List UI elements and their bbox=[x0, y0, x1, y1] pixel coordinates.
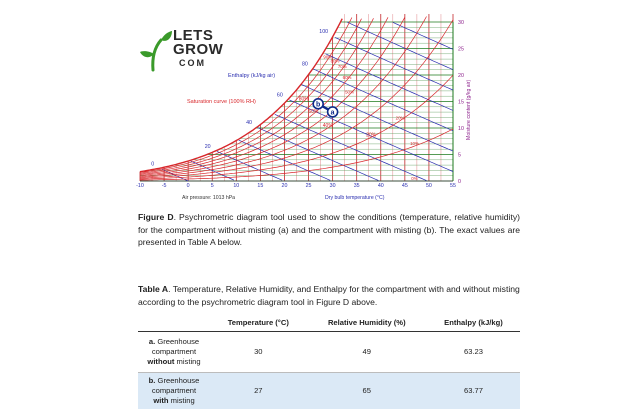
x-tick-label: 50 bbox=[425, 183, 432, 189]
x-tick-label: 45 bbox=[401, 183, 408, 189]
rh-small-tick-label: 0% bbox=[411, 176, 418, 181]
row-prefix: b. bbox=[148, 376, 156, 385]
figure-caption bbox=[138, 211, 520, 249]
y-tick-label: 5 bbox=[458, 152, 461, 159]
x-tick-label: 20 bbox=[281, 183, 288, 189]
x-tick-label: -5 bbox=[161, 183, 167, 189]
logo-text-lets: LETS bbox=[173, 27, 214, 44]
x-tick-label: 55 bbox=[450, 183, 456, 189]
x-tick-label: 25 bbox=[305, 183, 312, 189]
rh-small-tick-label: 90% bbox=[323, 54, 333, 60]
enthalpy-tick-label: 80 bbox=[301, 61, 308, 68]
table-header-blank bbox=[138, 313, 210, 332]
row-line3-rest: misting bbox=[176, 357, 201, 366]
rh-small-tick-label: 20% bbox=[395, 115, 405, 121]
cell-enthalpy: 63.77 bbox=[427, 373, 520, 410]
row-label-a bbox=[138, 332, 210, 373]
row-prefix: a. bbox=[148, 337, 156, 346]
enthalpy-line bbox=[335, 37, 453, 90]
sprout-logo-icon bbox=[139, 28, 173, 72]
x-tick-label: 40 bbox=[377, 183, 384, 189]
row-line3-bold: without bbox=[147, 357, 175, 366]
rh-small-tick-label: 70% bbox=[337, 64, 347, 70]
logo-text-com: COM bbox=[179, 58, 206, 68]
moisture-axis-label: Moisture content (g/kg air) bbox=[466, 79, 472, 140]
rh-small-tick-label: 80% bbox=[330, 58, 340, 64]
marker-b-label: b bbox=[316, 101, 321, 109]
rh-small-tick-label: 10% bbox=[410, 141, 419, 147]
x-tick-label: -10 bbox=[136, 183, 144, 189]
y-tick-label: 0 bbox=[458, 179, 461, 185]
rh-tick-label: 60% bbox=[308, 109, 319, 116]
rh-tick-label: 80% bbox=[298, 96, 309, 103]
row-line2: compartment bbox=[151, 386, 197, 395]
x-tick-label: 15 bbox=[257, 183, 264, 189]
cell-temperature: 27 bbox=[210, 373, 307, 410]
marker-a-label: a bbox=[330, 109, 335, 117]
cell-rh: 65 bbox=[307, 373, 427, 410]
table-caption bbox=[138, 283, 520, 308]
enthalpy-tick-label: 20 bbox=[204, 143, 211, 150]
psychrometric-chart bbox=[0, 0, 626, 205]
row-line1: Greenhouse bbox=[157, 376, 200, 385]
enthalpy-line bbox=[275, 114, 427, 180]
rh-small-tick-label: 60% bbox=[342, 74, 352, 80]
letsgrow-logo bbox=[139, 28, 239, 78]
results-table bbox=[138, 313, 520, 409]
figure-caption-label: Figure D bbox=[138, 212, 174, 222]
x-tick-label: 5 bbox=[210, 183, 214, 189]
row-line3-bold: with bbox=[153, 396, 169, 405]
y-tick-label: 30 bbox=[458, 20, 464, 26]
table-header-temperature: Temperature (°C) bbox=[210, 313, 307, 332]
air-pressure-label: Air pressure: 1013 hPa bbox=[182, 195, 236, 201]
cell-enthalpy: 63.23 bbox=[427, 332, 520, 373]
enthalpy-line bbox=[347, 22, 453, 70]
table-header-row bbox=[138, 313, 520, 332]
table-header-rh: Relative Humidity (%) bbox=[307, 313, 427, 332]
rh-tick-label: 40% bbox=[322, 123, 333, 130]
figure-caption-text: . Psychrometric diagram tool used to show the conditions (temperature, relative humidity) for the compartment without misting (a) and the compartment with misting (b). The exact values are presented in Table A below. bbox=[138, 212, 520, 247]
row-label-b bbox=[138, 373, 210, 410]
x-tick-label: 30 bbox=[329, 183, 336, 189]
rh-small-tick-label: 50% bbox=[345, 89, 354, 95]
table-caption-text: . Temperature, Relative Humidity, and Enthalpy for the compartment with and without misting according to the psychrometric diagram tool in Figure D above. bbox=[138, 284, 520, 307]
logo-text-grow: GROW bbox=[173, 41, 224, 58]
enthalpy-axis-label: Enthalpy (kJ/kg air) bbox=[228, 73, 276, 79]
y-tick-label: 15 bbox=[458, 99, 464, 106]
row-line1: Greenhouse bbox=[157, 337, 200, 346]
row-line3-rest: misting bbox=[170, 396, 195, 405]
y-tick-label: 10 bbox=[458, 126, 464, 132]
enthalpy-tick-label: 40 bbox=[246, 120, 253, 127]
rh-tick-label: 20% bbox=[366, 132, 377, 139]
y-tick-label: 20 bbox=[458, 73, 464, 79]
enthalpy-tick-label: 60 bbox=[276, 92, 283, 99]
enthalpy-tick-label: 100 bbox=[319, 29, 329, 36]
enthalpy-tick-label: 0 bbox=[151, 161, 155, 168]
dry-bulb-axis-label: Dry bulb temperature (°C) bbox=[325, 195, 385, 201]
table-row bbox=[138, 332, 520, 373]
cell-temperature: 30 bbox=[210, 332, 307, 373]
x-tick-label: 35 bbox=[353, 183, 360, 189]
table-header-enthalpy: Enthalpy (kJ/kg) bbox=[427, 313, 520, 332]
psychrometric-chart-svg bbox=[0, 0, 626, 205]
x-tick-label: 0 bbox=[186, 183, 190, 189]
table-caption-label: Table A bbox=[138, 284, 169, 294]
saturation-curve-label: Saturation curve (100% RH) bbox=[187, 99, 256, 105]
x-tick-label: 10 bbox=[233, 183, 240, 189]
cell-rh: 49 bbox=[307, 332, 427, 373]
enthalpy-line bbox=[313, 69, 453, 131]
row-line2: compartment bbox=[151, 347, 197, 356]
enthalpy-line bbox=[393, 22, 453, 49]
y-tick-label: 25 bbox=[458, 46, 464, 53]
table-row bbox=[138, 373, 520, 410]
